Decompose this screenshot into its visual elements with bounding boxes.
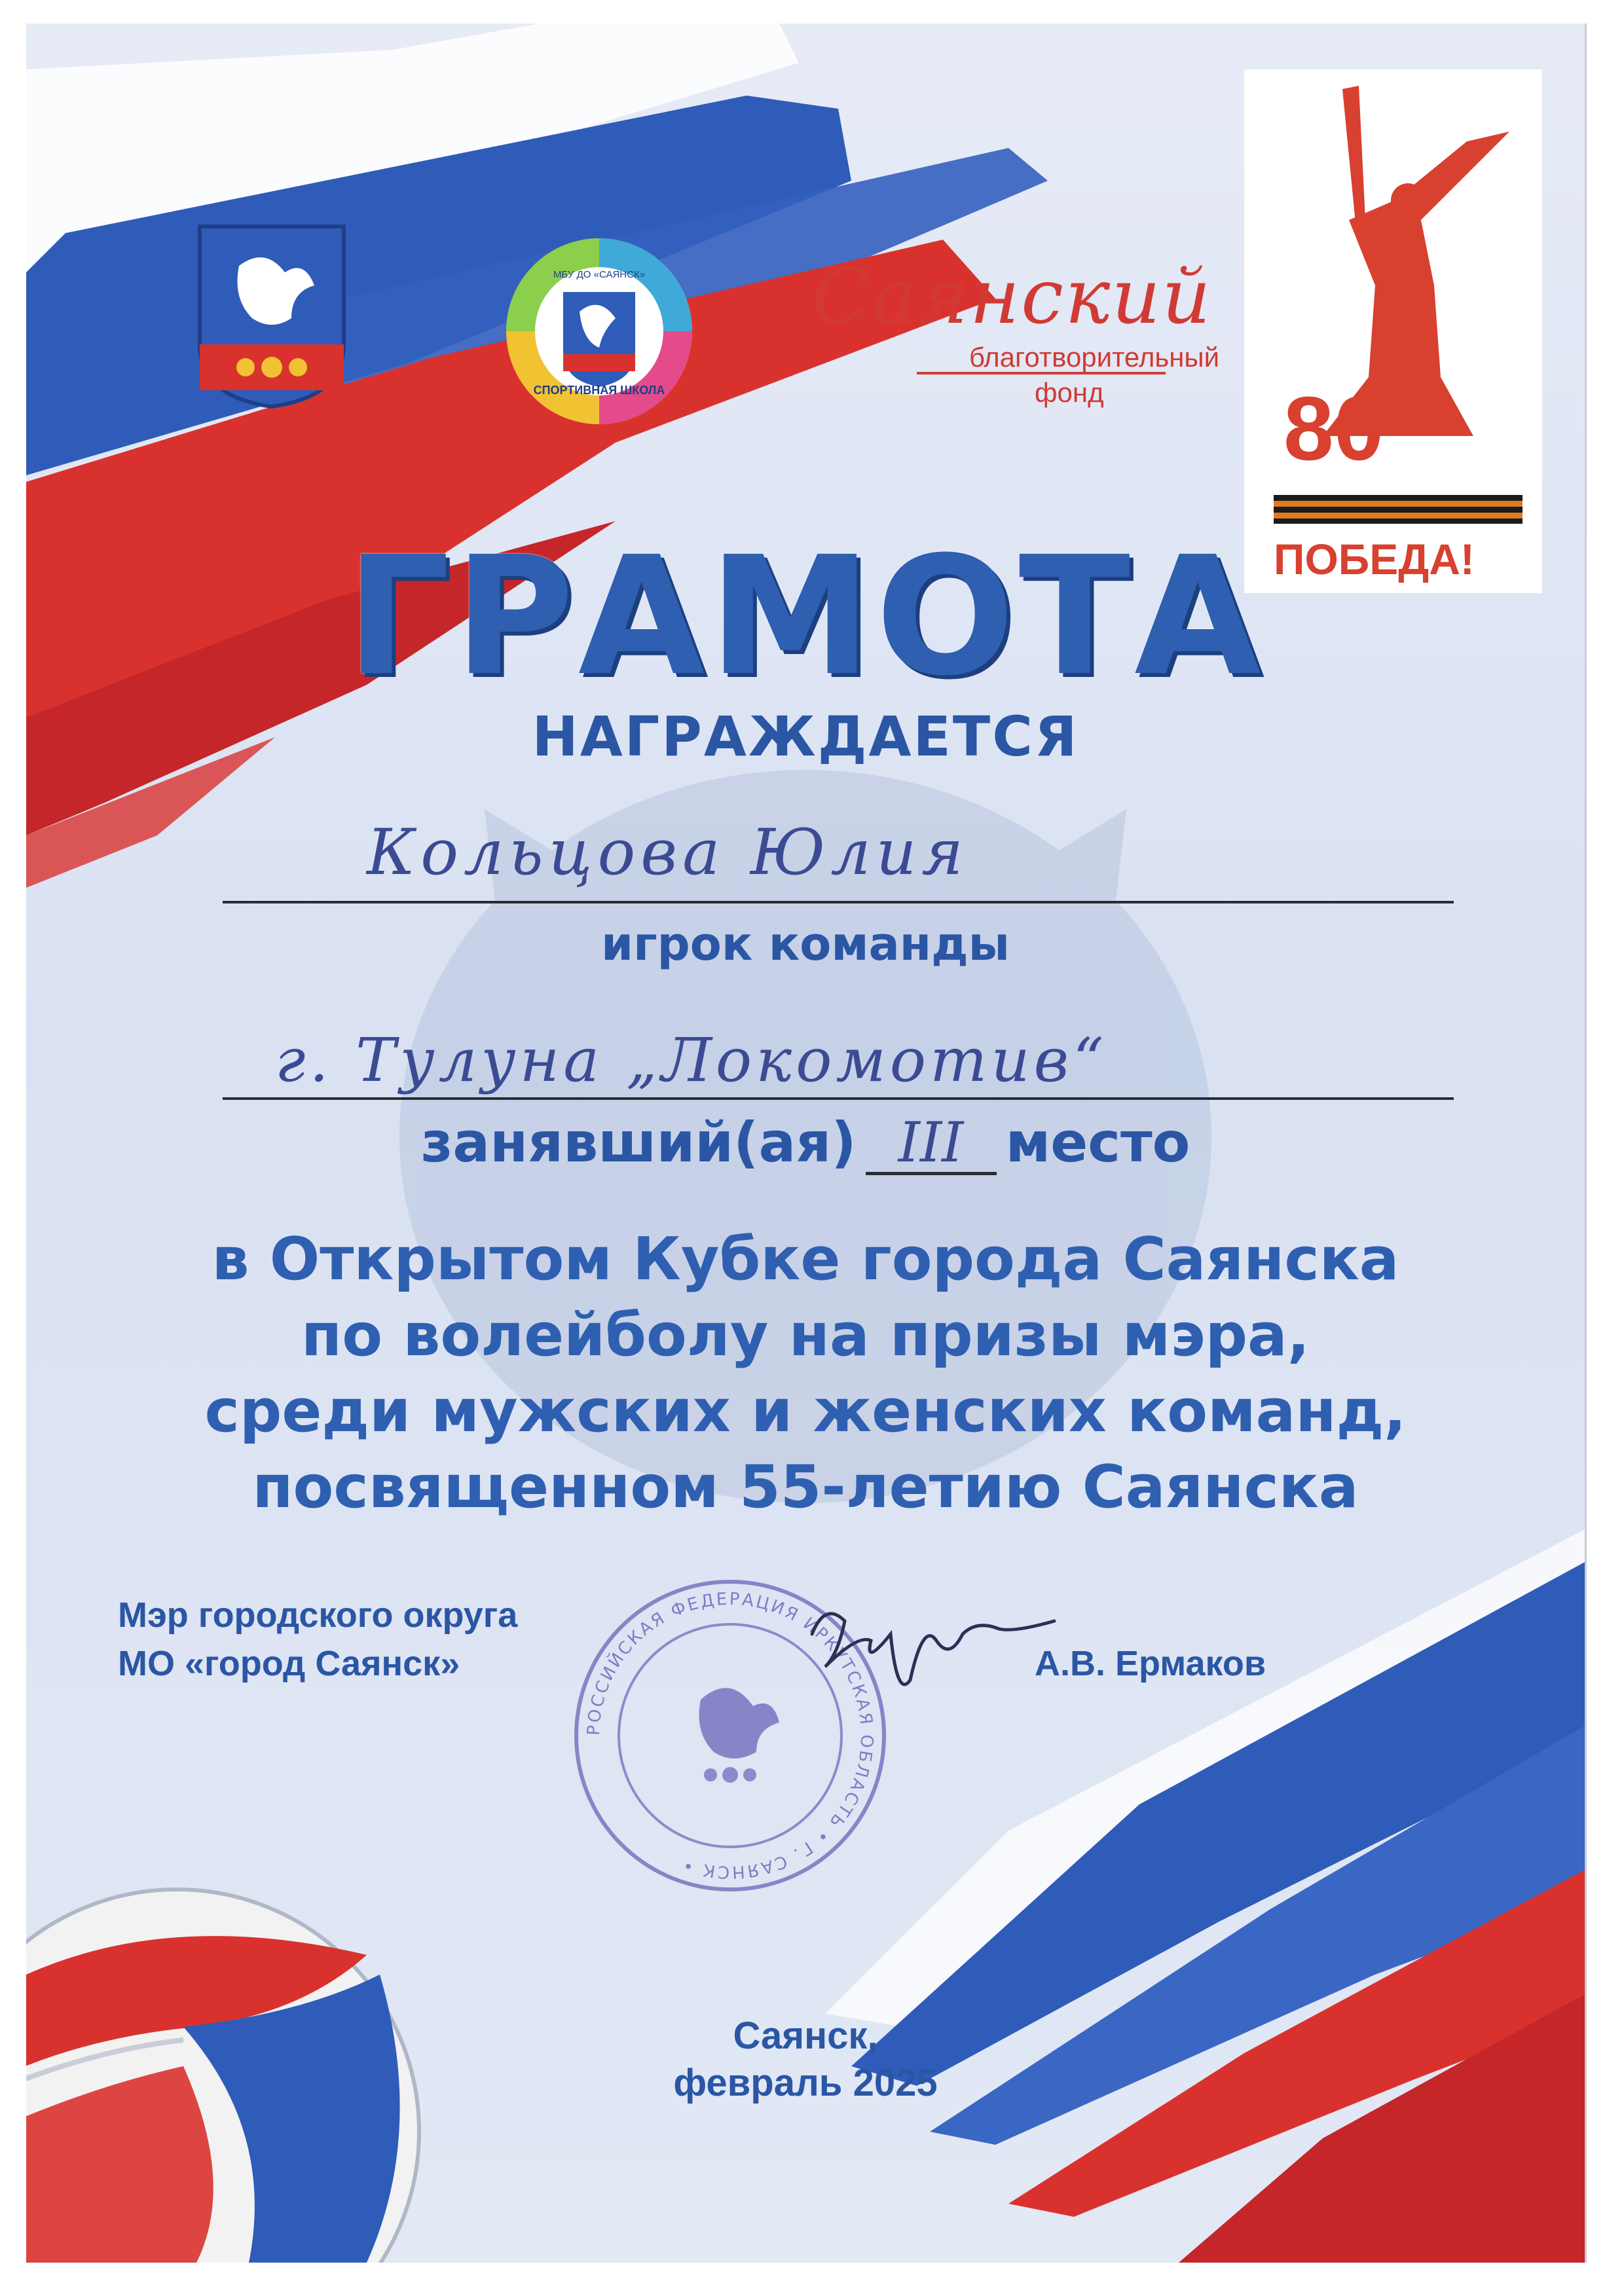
- sports-school-logo: [501, 233, 697, 429]
- certificate-sheet: [26, 24, 1587, 2263]
- recipient-name: Кольцова Юлия: [367, 816, 969, 889]
- place-suffix: место: [1005, 1110, 1190, 1175]
- place-prefix: занявший(ая): [420, 1110, 857, 1175]
- victory-80-number: 80: [1283, 378, 1384, 479]
- stamp-ring-text: РОССИЙСКАЯ ФЕДЕРАЦИЯ ИРКУТСКАЯ ОБЛАСТЬ • Г. САЯНСК •: [583, 1589, 877, 1882]
- role-label: игрок команды: [601, 917, 1010, 971]
- footer-city: Саянск,: [733, 2014, 878, 2057]
- signatory-title-line-1: Мэр городского округа: [118, 1595, 518, 1635]
- description-line-1: в Открытом Кубке города Саянска: [212, 1225, 1399, 1294]
- school-ring-top: МБУ ДО «САЯНСК»: [553, 269, 646, 280]
- school-ring-bottom: СПОРТИВНАЯ ШКОЛА: [533, 384, 665, 397]
- signatory-name: А.В. Ермаков: [1035, 1644, 1266, 1683]
- sports-school-emblem-icon: [501, 233, 697, 429]
- place-row: [26, 1110, 1585, 1175]
- place-value: III: [866, 1113, 997, 1175]
- awarded-label: НАГРАЖДАЕТСЯ: [532, 704, 1079, 769]
- victory-label: ПОБЕДА!: [1274, 535, 1475, 583]
- charity-fund-subtitle-fund: фонд: [1035, 377, 1104, 408]
- signature-scribble-icon: [799, 1595, 1074, 1726]
- charity-fund-name: Саянский: [812, 253, 1212, 341]
- handwritten-signature: [799, 1595, 1074, 1726]
- team-underline: [223, 1097, 1454, 1100]
- description-line-4: посвященном 55-летию Саянска: [252, 1453, 1359, 1522]
- signatory-title-line-2: МО «город Саянск»: [118, 1644, 460, 1683]
- certificate-title: ГРАМОТА: [346, 521, 1265, 712]
- description-line-3: среди мужских и женских команд,: [204, 1377, 1407, 1446]
- coat-of-arms-icon: [193, 220, 350, 410]
- st-george-ribbon: [1274, 495, 1522, 524]
- footer-date: февраль 2025: [673, 2062, 938, 2104]
- recipient-underline: [223, 901, 1454, 903]
- charity-fund-subtitle: благотворительный: [969, 342, 1220, 373]
- team-name: г. Тулуна „Локомотив“: [275, 1025, 1108, 1095]
- city-coat-of-arms-logo: [193, 220, 350, 410]
- description-line-2: по волейболу на призы мэра,: [301, 1301, 1310, 1370]
